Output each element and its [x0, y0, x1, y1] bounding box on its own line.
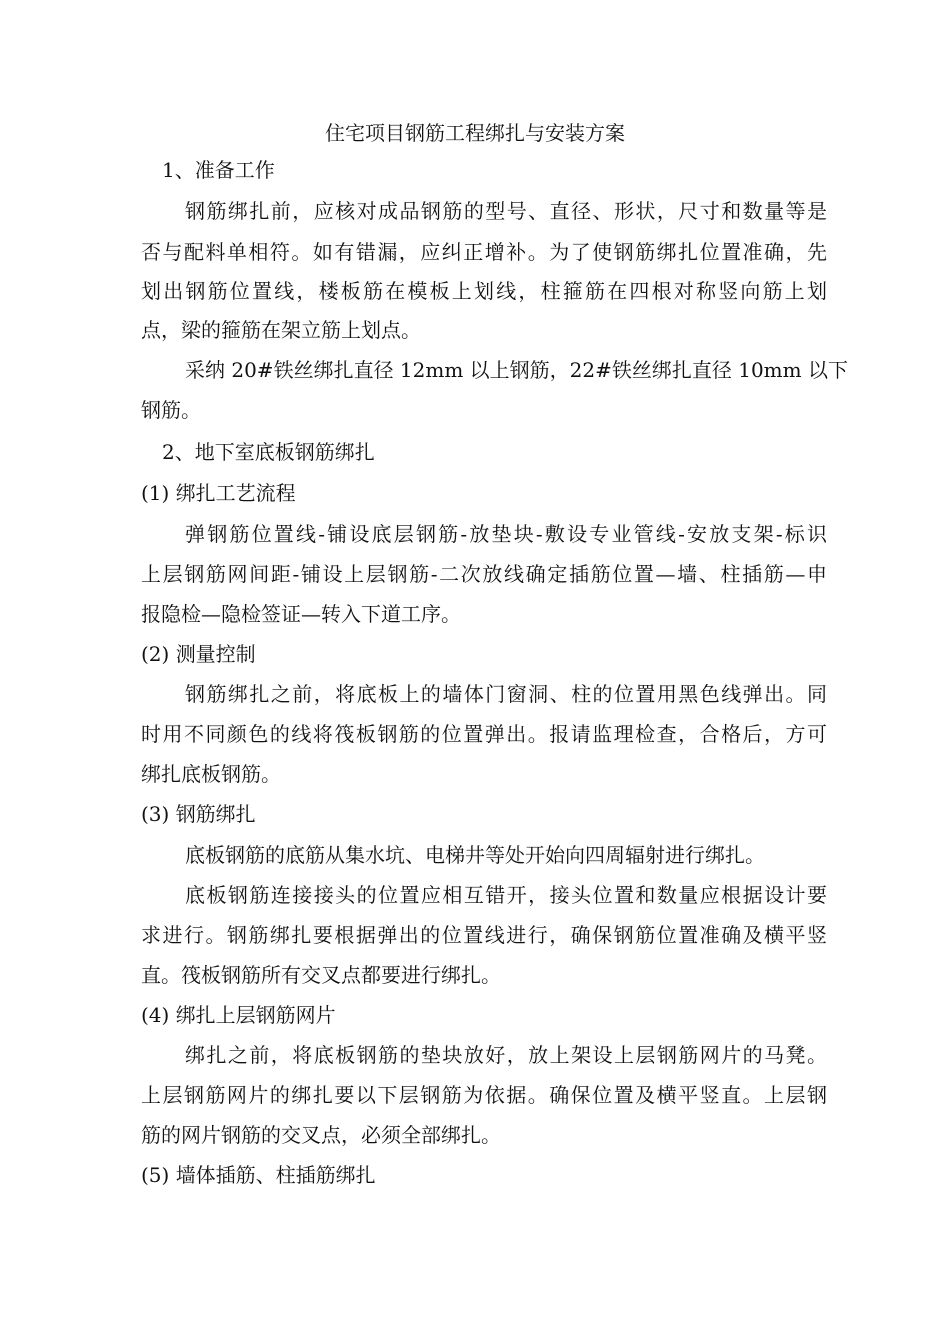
paragraph-line: 时用不同颜色的线将筏板钢筋的位置弹出。报请监理检查，合格后，方可: [141, 722, 827, 746]
paragraph-line: 钢筋绑扎之前，将底板上的墙体门窗洞、柱的位置用黑色线弹出。同: [185, 682, 827, 706]
paragraph-line: 底板钢筋连接接头的位置应相互错开，接头位置和数量应根据设计要: [185, 883, 827, 907]
document-title: 住宅项目钢筋工程绑扎与安装方案: [325, 121, 625, 145]
paragraph-line: 上层钢筋网间距-铺设上层钢筋-二次放线确定插筋位置—墙、柱插筋—申: [141, 562, 827, 586]
paragraph-line: 钢筋绑扎前，应核对成品钢筋的型号、直径、形状，尺寸和数量等是: [185, 199, 827, 223]
paragraph-line: 上层钢筋网片的绑扎要以下层钢筋为依据。确保位置及横平竖直。上层钢: [141, 1083, 827, 1107]
subsection-heading-5: (5) 墙体插筋、柱插筋绑扎: [141, 1163, 376, 1187]
paragraph-line: 弹钢筋位置线-铺设底层钢筋-放垫块-敷设专业管线-安放支架-标识: [185, 522, 827, 546]
paragraph-line: 采纳 20#铁丝绑扎直径 12mm 以上钢筋，22#铁丝绑扎直径 10mm 以下: [185, 358, 848, 382]
paragraph-line: 绑扎之前，将底板钢筋的垫块放好，放上架设上层钢筋网片的马凳。: [185, 1043, 827, 1067]
paragraph-line: 筋的网片钢筋的交叉点，必须全部绑扎。: [141, 1123, 501, 1147]
paragraph-line: 直。筏板钢筋所有交叉点都要进行绑扎。: [141, 963, 501, 987]
paragraph-line: 求进行。钢筋绑扎要根据弹出的位置线进行，确保钢筋位置准确及横平竖: [141, 923, 827, 947]
paragraph-line: 绑扎底板钢筋。: [141, 762, 281, 786]
paragraph-line: 划出钢筋位置线，楼板筋在模板上划线，柱箍筋在四根对称竖向筋上划: [141, 279, 827, 303]
paragraph-line: 钢筋。: [141, 398, 201, 422]
paragraph-line: 报隐检—隐检签证—转入下道工序。: [141, 602, 461, 626]
subsection-heading-3: (3) 钢筋绑扎: [141, 802, 256, 826]
paragraph-line: 否与配料单相符。如有错漏，应纠正增补。为了使钢筋绑扎位置准确，先: [141, 240, 827, 264]
paragraph-line: 底板钢筋的底筋从集水坑、电梯井等处开始向四周辐射进行绑扎。: [185, 843, 765, 867]
subsection-heading-2: (2) 测量控制: [141, 642, 256, 666]
section-heading-1: 1、准备工作: [162, 158, 275, 182]
subsection-heading-1: (1) 绑扎工艺流程: [141, 481, 296, 505]
subsection-heading-4: (4) 绑扎上层钢筋网片: [141, 1003, 336, 1027]
paragraph-line: 点，梁的箍筋在架立筋上划点。: [141, 318, 421, 342]
section-heading-2: 2、地下室底板钢筋绑扎: [162, 440, 375, 464]
